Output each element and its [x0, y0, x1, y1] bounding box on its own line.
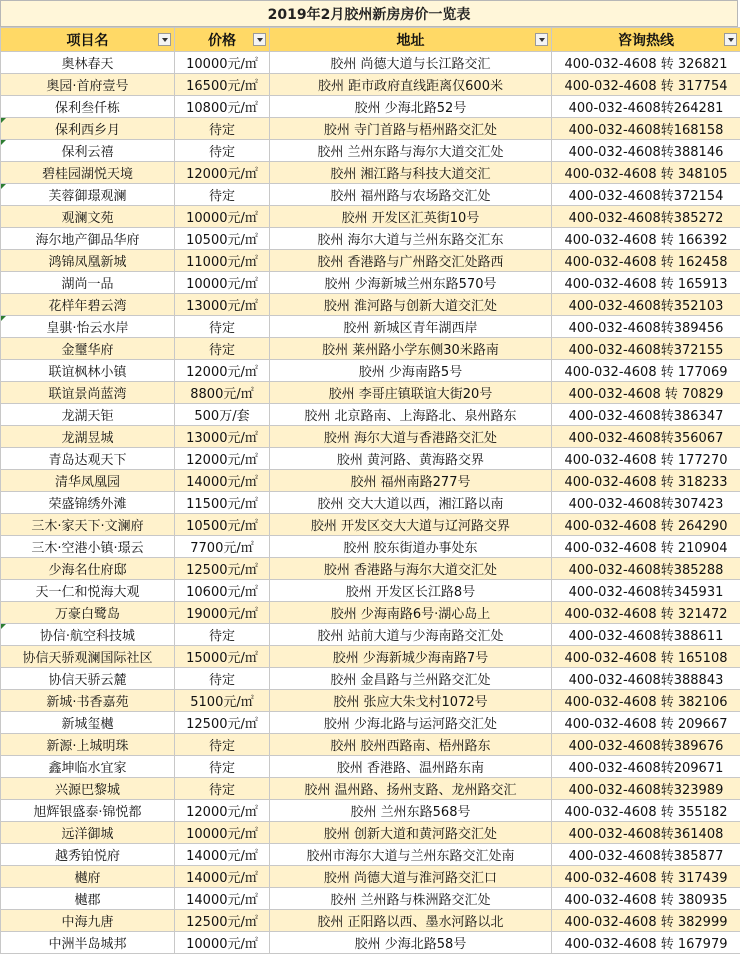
cell-indicator-icon: [1, 316, 6, 321]
dropdown-filter-icon[interactable]: [535, 33, 548, 46]
sheet-title: 2019年2月胶州新房房价一览表: [0, 0, 738, 27]
cell-address[interactable]: 胶州 胶东街道办事处东: [270, 536, 552, 558]
cell-hotline[interactable]: 400-032-4608转388611: [552, 624, 740, 646]
table-row: [1, 272, 740, 294]
cell-price[interactable]: 待定: [175, 316, 270, 338]
cell-address[interactable]: 胶州 新城区青年湖西岸: [270, 316, 552, 338]
cell-indicator-icon: [1, 184, 6, 189]
cell-project-name[interactable]: 联谊景尚蓝湾: [1, 382, 175, 404]
cell-hotline[interactable]: 400-032-4608转264281: [552, 96, 740, 118]
cell-hotline[interactable]: 400-032-4608转388843: [552, 668, 740, 690]
cell-address[interactable]: 胶州 张应大朱戈村1072号: [270, 690, 552, 712]
cell-hotline[interactable]: 400-032-4608转345931: [552, 580, 740, 602]
table-row: [1, 712, 740, 734]
cell-address[interactable]: 胶州 寺门首路与梧州路交汇处: [270, 118, 552, 140]
cell-price[interactable]: 待定: [175, 184, 270, 206]
cell-price[interactable]: 16500元/㎡: [175, 74, 270, 96]
cell-price[interactable]: 19000元/㎡: [175, 602, 270, 624]
cell-hotline[interactable]: 400-032-4608 转 165913: [552, 272, 740, 294]
column-header-label: 地址: [396, 32, 425, 49]
cell-address[interactable]: 胶州 少海北路58号: [270, 932, 552, 954]
cell-project-name[interactable]: 联谊枫林小镇: [1, 360, 175, 382]
cell-hotline[interactable]: 400-032-4608 转 162458: [552, 250, 740, 272]
cell-project-name[interactable]: 奥园·首府壹号: [1, 74, 175, 96]
cell-price[interactable]: 待定: [175, 734, 270, 756]
column-header-label: 项目名: [66, 32, 109, 49]
cell-address[interactable]: 胶州 尚德大道与长江路交汇: [270, 52, 552, 74]
table-row: [1, 96, 740, 118]
cell-price[interactable]: 10000元/㎡: [175, 272, 270, 294]
cell-project-name[interactable]: 天一仁和悦海大观: [1, 580, 175, 602]
cell-address[interactable]: 胶州 海尔大道与香港路交汇处: [270, 426, 552, 448]
column-header-hotline: [552, 28, 740, 52]
cell-hotline[interactable]: 400-032-4608 转 177069: [552, 360, 740, 382]
cell-address[interactable]: 胶州 金昌路与兰州路交汇处: [270, 668, 552, 690]
cell-project-name[interactable]: 湖尚一品: [1, 272, 175, 294]
cell-price[interactable]: 待定: [175, 118, 270, 140]
table-row: [1, 426, 740, 448]
cell-project-name[interactable]: 中洲半岛城邦: [1, 932, 175, 954]
table-row: [1, 404, 740, 426]
cell-address[interactable]: 胶州 北京路南、上海路北、泉州路东: [270, 404, 552, 426]
cell-project-name[interactable]: 协信天骄观澜国际社区: [1, 646, 175, 668]
cell-address[interactable]: 胶州 兰州东路与海尔大道交汇处: [270, 140, 552, 162]
cell-project-name[interactable]: 海尔地产御品华府: [1, 228, 175, 250]
cell-address[interactable]: 胶州 少海北路与运河路交汇处: [270, 712, 552, 734]
cell-hotline[interactable]: 400-032-4608 转 177270: [552, 448, 740, 470]
cell-project-name[interactable]: 荣盛锦绣外滩: [1, 492, 175, 514]
cell-price[interactable]: 12500元/㎡: [175, 910, 270, 932]
table-row: [1, 74, 740, 96]
table-row: [1, 360, 740, 382]
cell-indicator-icon: [1, 118, 6, 123]
cell-project-name[interactable]: 芙蓉御璟观澜: [1, 184, 175, 206]
cell-price[interactable]: 待定: [175, 624, 270, 646]
table-row: [1, 162, 740, 184]
cell-address[interactable]: 胶州 尚德大道与淮河路交汇口: [270, 866, 552, 888]
cell-address[interactable]: 胶州 开发区长江路8号: [270, 580, 552, 602]
cell-hotline[interactable]: 400-032-4608转389456: [552, 316, 740, 338]
cell-address[interactable]: 胶州 淮河路与创新大道交汇处: [270, 294, 552, 316]
cell-project-name[interactable]: 少海名仕府邸: [1, 558, 175, 580]
cell-price[interactable]: 12000元/㎡: [175, 360, 270, 382]
cell-hotline[interactable]: 400-032-4608转389676: [552, 734, 740, 756]
header-row: [1, 28, 740, 52]
cell-address[interactable]: 胶州 兰州东路568号: [270, 800, 552, 822]
cell-price[interactable]: 10000元/㎡: [175, 52, 270, 74]
cell-price[interactable]: 15000元/㎡: [175, 646, 270, 668]
cell-price[interactable]: 13000元/㎡: [175, 426, 270, 448]
cell-price[interactable]: 10800元/㎡: [175, 96, 270, 118]
cell-project-name[interactable]: 旭辉银盛泰·锦悦都: [1, 800, 175, 822]
table-row: [1, 888, 740, 910]
cell-project-name[interactable]: 鑫坤临水宜家: [1, 756, 175, 778]
cell-address[interactable]: 胶州 福州南路277号: [270, 470, 552, 492]
cell-address[interactable]: 胶州 黄河路、黄海路交界: [270, 448, 552, 470]
column-header-price: [175, 28, 270, 52]
column-header-label: 价格: [208, 32, 236, 49]
column-header-label: 咨询热线: [618, 32, 674, 49]
table-row: [1, 514, 740, 536]
cell-hotline[interactable]: 400-032-4608转323989: [552, 778, 740, 800]
table-row: [1, 338, 740, 360]
cell-price[interactable]: 5100元/㎡: [175, 690, 270, 712]
cell-project-name[interactable]: 远洋御城: [1, 822, 175, 844]
cell-address[interactable]: 胶州 兰州路与株洲路交汇处: [270, 888, 552, 910]
table-row: [1, 580, 740, 602]
cell-hotline[interactable]: 400-032-4608 转 382999: [552, 910, 740, 932]
cell-hotline[interactable]: 400-032-4608 转 380935: [552, 888, 740, 910]
cell-price[interactable]: 待定: [175, 756, 270, 778]
table-row: [1, 184, 740, 206]
cell-project-name[interactable]: 龙湖昱城: [1, 426, 175, 448]
cell-hotline[interactable]: 400-032-4608转168158: [552, 118, 740, 140]
cell-price[interactable]: 12000元/㎡: [175, 448, 270, 470]
table-row: [1, 316, 740, 338]
table-row: [1, 140, 740, 162]
table-row: [1, 206, 740, 228]
cell-address[interactable]: 胶州 少海南路5号: [270, 360, 552, 382]
cell-hotline[interactable]: 400-032-4608转385877: [552, 844, 740, 866]
cell-project-name[interactable]: 保利云禧: [1, 140, 175, 162]
cell-hotline[interactable]: 400-032-4608转361408: [552, 822, 740, 844]
table-row: [1, 932, 740, 954]
table-row: [1, 118, 740, 140]
cell-price[interactable]: 10000元/㎡: [175, 206, 270, 228]
cell-project-name[interactable]: 奥林春天: [1, 52, 175, 74]
cell-price[interactable]: 10500元/㎡: [175, 228, 270, 250]
cell-hotline[interactable]: 400-032-4608 转 209667: [552, 712, 740, 734]
cell-hotline[interactable]: 400-032-4608转385288: [552, 558, 740, 580]
cell-address[interactable]: 胶州 福州路与农场路交汇处: [270, 184, 552, 206]
cell-hotline[interactable]: 400-032-4608转209671: [552, 756, 740, 778]
cell-address[interactable]: 胶州 胶州西路南、梧州路东: [270, 734, 552, 756]
cell-address[interactable]: 胶州 站前大道与少海南路交汇处: [270, 624, 552, 646]
cell-price[interactable]: 8800元/㎡: [175, 382, 270, 404]
cell-address[interactable]: 胶州 少海南路6号·湖心岛上: [270, 602, 552, 624]
cell-price[interactable]: 14000元/㎡: [175, 470, 270, 492]
cell-project-name[interactable]: 万豪白鹭岛: [1, 602, 175, 624]
cell-address[interactable]: 胶州 香港路、温州路东南: [270, 756, 552, 778]
cell-project-name[interactable]: 观澜文苑: [1, 206, 175, 228]
cell-hotline[interactable]: 400-032-4608 转 317439: [552, 866, 740, 888]
cell-address[interactable]: 胶州市海尔大道与兰州东路交汇处南: [270, 844, 552, 866]
cell-address[interactable]: 胶州 香港路与广州路交汇处路西: [270, 250, 552, 272]
cell-hotline[interactable]: 400-032-4608 转 166392: [552, 228, 740, 250]
cell-project-name[interactable]: 樾郡: [1, 888, 175, 910]
cell-price[interactable]: 500万/套: [175, 404, 270, 426]
price-table: [0, 27, 740, 954]
cell-price[interactable]: 10600元/㎡: [175, 580, 270, 602]
cell-price[interactable]: 待定: [175, 338, 270, 360]
cell-address[interactable]: 胶州 交大大道以西，湘江路以南: [270, 492, 552, 514]
cell-price[interactable]: 待定: [175, 140, 270, 162]
table-row: [1, 382, 740, 404]
table-row: [1, 602, 740, 624]
table-row: [1, 822, 740, 844]
cell-hotline[interactable]: 400-032-4608转388146: [552, 140, 740, 162]
cell-hotline[interactable]: 400-032-4608 转 321472: [552, 602, 740, 624]
table-row: [1, 734, 740, 756]
table-row: [1, 492, 740, 514]
table-body: [1, 52, 740, 954]
cell-hotline[interactable]: 400-032-4608 转 382106: [552, 690, 740, 712]
table-row: [1, 448, 740, 470]
column-header-address: [270, 28, 552, 52]
table-row: [1, 470, 740, 492]
cell-project-name[interactable]: 三木·空港小镇·璟云: [1, 536, 175, 558]
table-row: [1, 866, 740, 888]
cell-price[interactable]: 12000元/㎡: [175, 162, 270, 184]
cell-address[interactable]: 胶州 少海新城少海南路7号: [270, 646, 552, 668]
cell-project-name[interactable]: 皇骐·怡云水岸: [1, 316, 175, 338]
cell-project-name[interactable]: 协信·航空科技城: [1, 624, 175, 646]
cell-hotline[interactable]: 400-032-4608 转 165108: [552, 646, 740, 668]
cell-project-name[interactable]: 越秀铂悦府: [1, 844, 175, 866]
cell-hotline[interactable]: 400-032-4608 转 317754: [552, 74, 740, 96]
cell-price[interactable]: 10000元/㎡: [175, 932, 270, 954]
cell-hotline[interactable]: 400-032-4608 转 70829: [552, 382, 740, 404]
cell-address[interactable]: 胶州 开发区汇英街10号: [270, 206, 552, 228]
table-row: [1, 250, 740, 272]
table-row: [1, 52, 740, 74]
cell-address[interactable]: 胶州 开发区交大大道与辽河路交界: [270, 514, 552, 536]
cell-project-name[interactable]: 新城·书香嘉苑: [1, 690, 175, 712]
cell-project-name[interactable]: 保利叁仟栋: [1, 96, 175, 118]
cell-address[interactable]: 胶州 香港路与海尔大道交汇处: [270, 558, 552, 580]
cell-address[interactable]: 胶州 距市政府直线距离仅600米: [270, 74, 552, 96]
table-row: [1, 294, 740, 316]
cell-price[interactable]: 12000元/㎡: [175, 800, 270, 822]
table-row: [1, 558, 740, 580]
cell-project-name[interactable]: 樾府: [1, 866, 175, 888]
cell-price[interactable]: 14000元/㎡: [175, 844, 270, 866]
cell-price[interactable]: 12500元/㎡: [175, 712, 270, 734]
cell-price[interactable]: 7700元/㎡: [175, 536, 270, 558]
cell-price[interactable]: 10500元/㎡: [175, 514, 270, 536]
cell-project-name[interactable]: 龙湖天钜: [1, 404, 175, 426]
cell-project-name[interactable]: 协信天骄云麓: [1, 668, 175, 690]
cell-price[interactable]: 待定: [175, 778, 270, 800]
dropdown-filter-icon[interactable]: [724, 33, 737, 46]
cell-project-name[interactable]: 三木·家天下·文澜府: [1, 514, 175, 536]
cell-address[interactable]: 胶州 莱州路小学东侧30米路南: [270, 338, 552, 360]
table-row: [1, 228, 740, 250]
cell-project-name[interactable]: 金璽华府: [1, 338, 175, 360]
cell-project-name[interactable]: 新源·上城明珠: [1, 734, 175, 756]
cell-hotline[interactable]: 400-032-4608 转 355182: [552, 800, 740, 822]
table-row: [1, 756, 740, 778]
table-row: [1, 536, 740, 558]
table-row: [1, 624, 740, 646]
cell-hotline[interactable]: 400-032-4608转372155: [552, 338, 740, 360]
cell-address[interactable]: 胶州 创新大道和黄河路交汇处: [270, 822, 552, 844]
cell-address[interactable]: 胶州 温州路、扬州支路、龙州路交汇: [270, 778, 552, 800]
cell-price[interactable]: 14000元/㎡: [175, 866, 270, 888]
dropdown-filter-icon[interactable]: [253, 33, 266, 46]
cell-indicator-icon: [1, 140, 6, 145]
cell-hotline[interactable]: 400-032-4608转307423: [552, 492, 740, 514]
cell-hotline[interactable]: 400-032-4608 转 318233: [552, 470, 740, 492]
cell-project-name[interactable]: 青岛达观天下: [1, 448, 175, 470]
cell-price[interactable]: 13000元/㎡: [175, 294, 270, 316]
cell-hotline[interactable]: 400-032-4608 转 167979: [552, 932, 740, 954]
table-row: [1, 778, 740, 800]
cell-project-name[interactable]: 鸿锦凤凰新城: [1, 250, 175, 272]
cell-price[interactable]: 12500元/㎡: [175, 558, 270, 580]
cell-project-name[interactable]: 清华凤凰园: [1, 470, 175, 492]
dropdown-filter-icon[interactable]: [158, 33, 171, 46]
cell-address[interactable]: 胶州 李哥庄镇联谊大街20号: [270, 382, 552, 404]
cell-hotline[interactable]: 400-032-4608 转 210904: [552, 536, 740, 558]
cell-project-name[interactable]: 保利西乡月: [1, 118, 175, 140]
cell-address[interactable]: 胶州 少海新城兰州东路570号: [270, 272, 552, 294]
cell-hotline[interactable]: 400-032-4608转385272: [552, 206, 740, 228]
cell-price[interactable]: 10000元/㎡: [175, 822, 270, 844]
cell-address[interactable]: 胶州 海尔大道与兰州东路交汇东: [270, 228, 552, 250]
table-row: [1, 800, 740, 822]
cell-address[interactable]: 胶州 少海北路52号: [270, 96, 552, 118]
cell-indicator-icon: [1, 624, 6, 629]
cell-hotline[interactable]: 400-032-4608转352103: [552, 294, 740, 316]
table-row: [1, 910, 740, 932]
cell-price[interactable]: 11500元/㎡: [175, 492, 270, 514]
table-row: [1, 844, 740, 866]
cell-hotline[interactable]: 400-032-4608 转 348105: [552, 162, 740, 184]
cell-hotline[interactable]: 400-032-4608 转 264290: [552, 514, 740, 536]
cell-hotline[interactable]: 400-032-4608 转 326821: [552, 52, 740, 74]
cell-project-name[interactable]: 兴源巴黎城: [1, 778, 175, 800]
cell-project-name[interactable]: 花样年碧云湾: [1, 294, 175, 316]
cell-price[interactable]: 11000元/㎡: [175, 250, 270, 272]
cell-project-name[interactable]: 碧桂园湖悦天境: [1, 162, 175, 184]
cell-hotline[interactable]: 400-032-4608转372154: [552, 184, 740, 206]
cell-price[interactable]: 14000元/㎡: [175, 888, 270, 910]
cell-project-name[interactable]: 中海九唐: [1, 910, 175, 932]
column-header-name: [1, 28, 175, 52]
table-row: [1, 690, 740, 712]
cell-hotline[interactable]: 400-032-4608转356067: [552, 426, 740, 448]
table-row: [1, 646, 740, 668]
cell-address[interactable]: 胶州 正阳路以西、墨水河路以北: [270, 910, 552, 932]
table-row: [1, 668, 740, 690]
cell-hotline[interactable]: 400-032-4608转386347: [552, 404, 740, 426]
cell-price[interactable]: 待定: [175, 668, 270, 690]
cell-address[interactable]: 胶州 湘江路与科技大道交汇: [270, 162, 552, 184]
cell-project-name[interactable]: 新城玺樾: [1, 712, 175, 734]
